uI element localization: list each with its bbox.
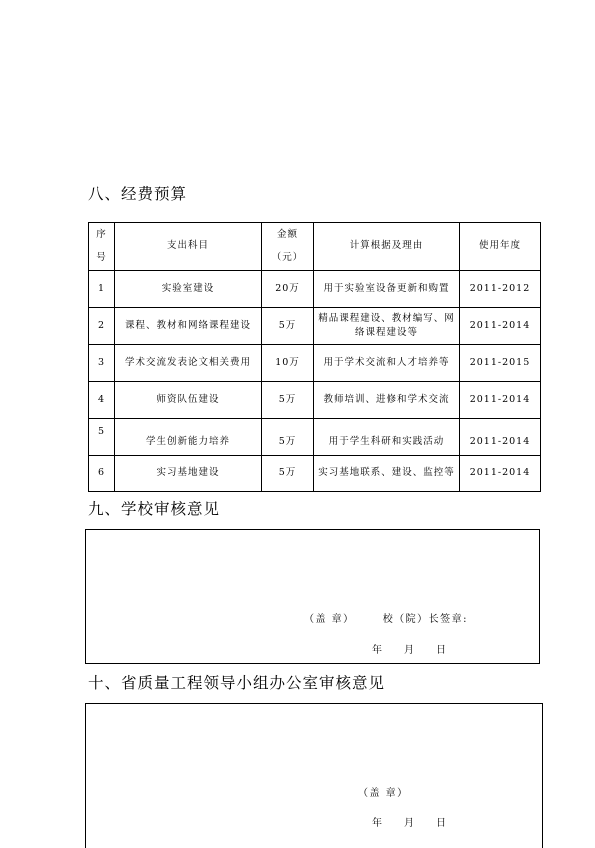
row-item: 师资队伍建设 — [115, 382, 262, 419]
row-basis: 用于学生科研和实践活动 — [314, 419, 460, 456]
header-amount: 金额 （元） — [262, 223, 314, 271]
table-row — [89, 271, 541, 308]
header-year: 使用年度 — [460, 223, 541, 271]
row-basis: 实习基地联系、建设、监控等 — [314, 456, 460, 492]
budget-table — [88, 222, 541, 492]
section-heading-budget: 八、经费预算 — [88, 185, 188, 203]
row-item: 课程、教材和网络课程建设 — [115, 308, 262, 345]
row-item: 实验室建设 — [115, 271, 262, 308]
row-no: 2 — [89, 308, 115, 345]
row-no: 1 — [89, 271, 115, 308]
date-month-label: 月 — [404, 645, 414, 656]
row-item: 学术交流发表论文相关费用 — [115, 345, 262, 382]
row-basis: 用于学术交流和人才培养等 — [314, 345, 460, 382]
row-basis: 教师培训、进修和学术交流 — [314, 382, 460, 419]
date-year-label: 年 — [372, 818, 382, 829]
table-row — [89, 419, 541, 456]
date-day-label: 日 — [436, 645, 446, 656]
header-item: 支出科目 — [115, 223, 262, 271]
section-heading-school-review: 九、学校审核意见 — [88, 500, 221, 518]
table-header-row — [89, 223, 541, 271]
principal-signature-label: 校（院）长签章: — [382, 614, 469, 625]
provincial-seal-label: （盖 章） — [358, 788, 409, 799]
row-no: 3 — [89, 345, 115, 382]
table-row — [89, 456, 541, 492]
row-amount: 5万 — [262, 456, 314, 492]
row-amount: 10万 — [262, 345, 314, 382]
table-row — [89, 308, 541, 345]
header-basis: 计算根据及理由 — [314, 223, 460, 271]
row-year: 2011-2014 — [460, 382, 541, 419]
row-no: 5 — [89, 419, 115, 456]
row-no: 6 — [89, 456, 115, 492]
row-basis: 用于实验室设备更新和购置 — [314, 271, 460, 308]
row-amount: 5万 — [262, 308, 314, 345]
school-date-line — [372, 641, 446, 656]
row-amount: 5万 — [262, 419, 314, 456]
row-year: 2011-2014 — [460, 419, 541, 456]
row-year: 2011-2012 — [460, 271, 541, 308]
row-amount: 5万 — [262, 382, 314, 419]
school-seal-line — [304, 610, 468, 625]
row-year: 2011-2014 — [460, 308, 541, 345]
provincial-date-line — [372, 814, 446, 829]
row-item: 实习基地建设 — [115, 456, 262, 492]
table-row — [89, 382, 541, 419]
provincial-review-box — [85, 703, 543, 848]
school-review-box — [85, 529, 540, 664]
table-row — [89, 345, 541, 382]
row-item: 学生创新能力培养 — [115, 419, 262, 456]
row-year: 2011-2014 — [460, 456, 541, 492]
section-heading-provincial-review: 十、省质量工程领导小组办公室审核意见 — [88, 674, 386, 692]
row-amount: 20万 — [262, 271, 314, 308]
row-year: 2011-2015 — [460, 345, 541, 382]
date-year-label: 年 — [372, 645, 382, 656]
row-basis: 精品课程建设、教材编写、网络课程建设等 — [314, 308, 460, 345]
header-no: 序 号 — [89, 223, 115, 271]
row-no: 4 — [89, 382, 115, 419]
date-day-label: 日 — [436, 818, 446, 829]
seal-label: （盖 章） — [304, 614, 355, 625]
date-month-label: 月 — [404, 818, 414, 829]
